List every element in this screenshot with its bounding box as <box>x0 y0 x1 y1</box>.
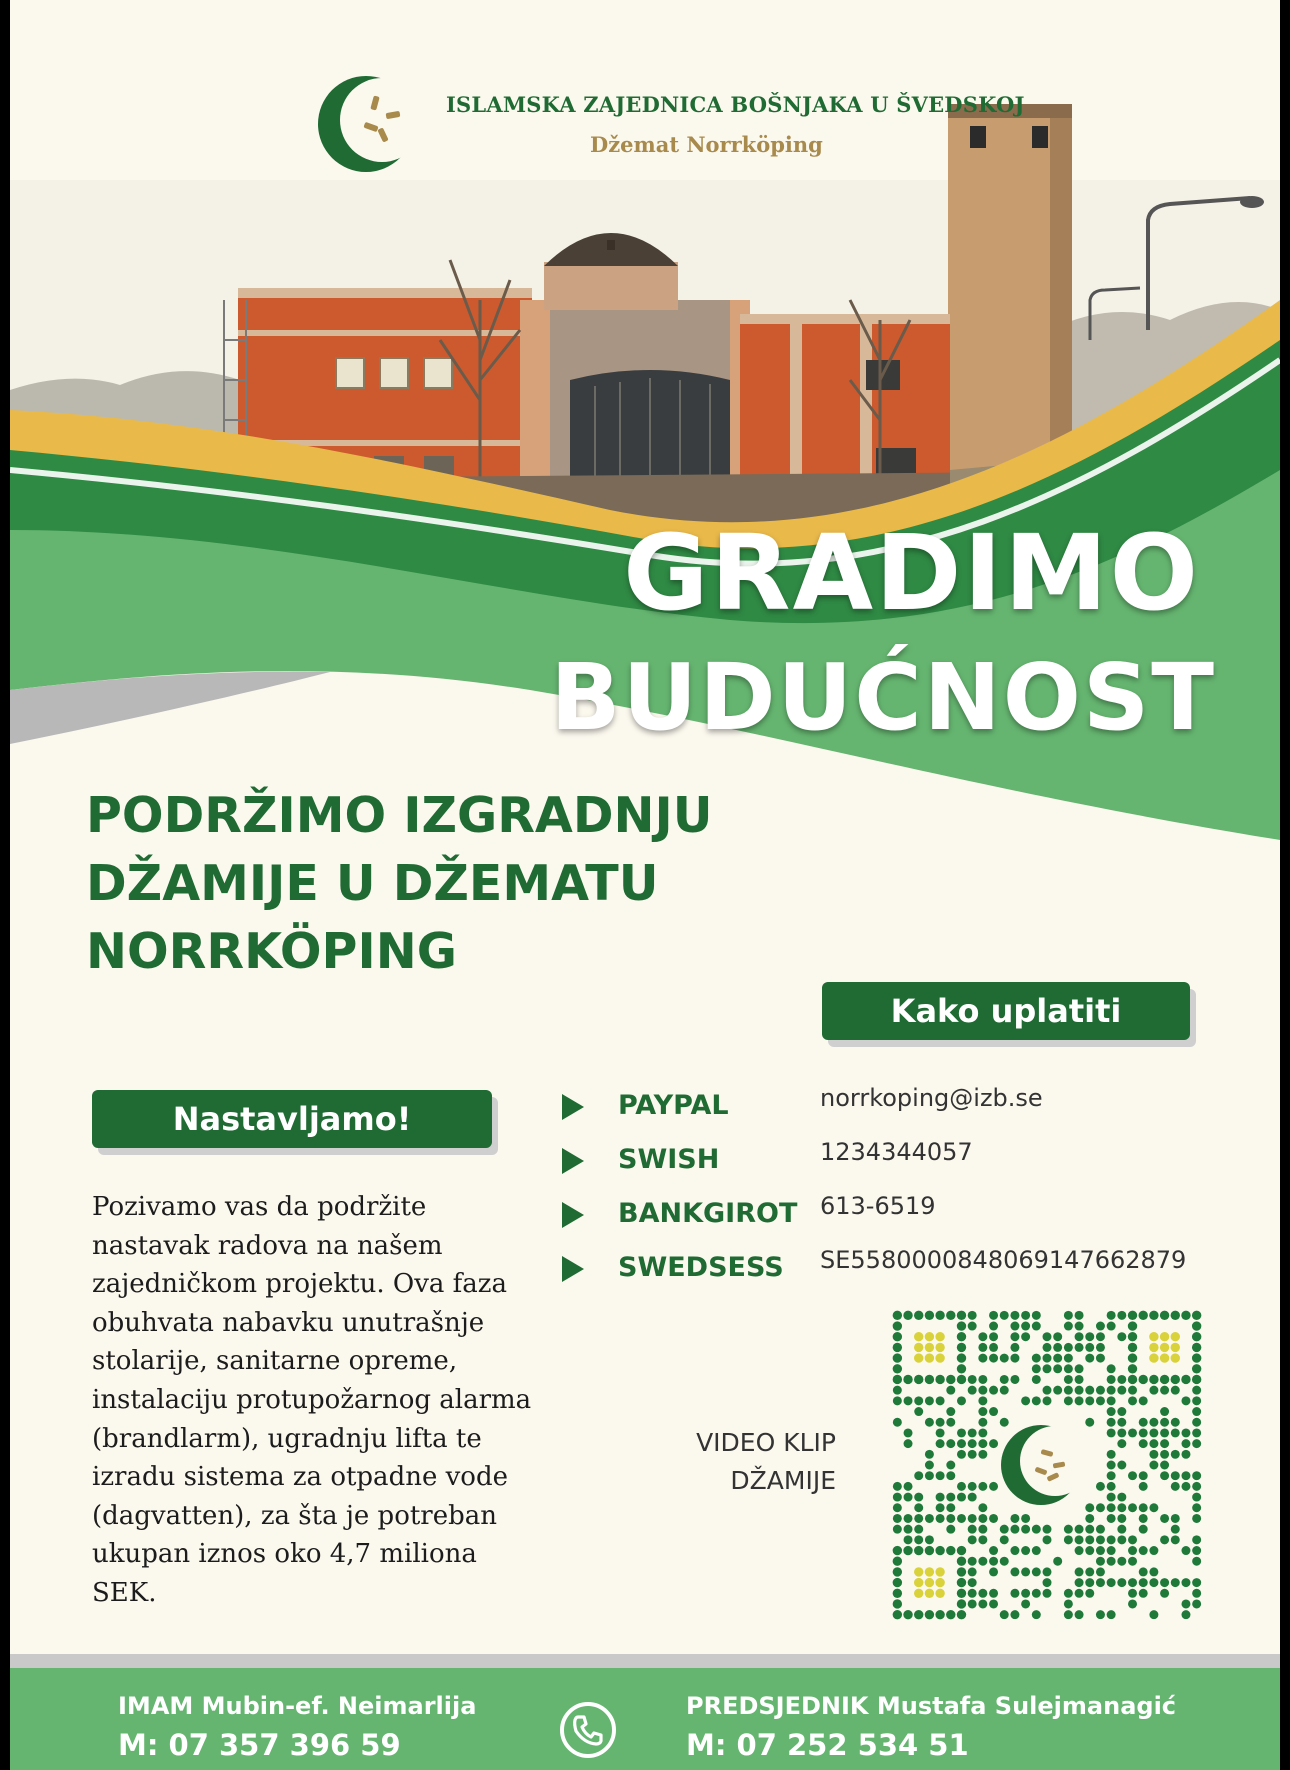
payment-method-label: SWISH <box>618 1144 720 1175</box>
arrow-right-icon <box>562 1202 584 1228</box>
president-name: PREDSJEDNIK Mustafa Sulejmanagić <box>686 1692 1177 1720</box>
payment-method-value[interactable]: 613-6519 <box>820 1192 936 1220</box>
qr-code[interactable] <box>892 1310 1202 1626</box>
video-label-line2: DŽAMIJE <box>730 1466 836 1495</box>
payment-method-label: SWEDSESS <box>618 1252 784 1283</box>
arrow-right-icon <box>562 1148 584 1174</box>
video-label <box>610 1424 836 1500</box>
how-to-pay-button[interactable]: Kako uplatiti <box>822 982 1190 1040</box>
payment-method-label: BANKGIROT <box>618 1198 798 1229</box>
project-description: Pozivamo vas da podržite nastavak radova na našem zajedničkom projektu. Ova faza obuhvata nabavku unutrašnje stolarije, sanitarne opreme, instalaciju protupožarnog alarma (brandlarm), ugradnju lifta te izradu sistema za otpadne vode (dagvatten), za šta je potreban ukupan iznos oko 4,7 miliona SEK. <box>92 1192 532 1608</box>
lead-text: PODRŽIMO IZGRADNJU DŽAMIJE U DŽEMATU NORRKÖPING <box>86 787 713 980</box>
payment-method-value[interactable]: SE5580000848069147662879 <box>820 1246 1187 1274</box>
headline-line1: GRADIMO <box>623 512 1200 634</box>
payment-method <box>562 1188 1262 1242</box>
payment-method <box>562 1242 1262 1296</box>
community-name: Džemat Norrköping <box>590 132 823 157</box>
president-phone[interactable]: M: 07 252 534 51 <box>686 1728 969 1762</box>
crescent-logo-icon <box>316 74 416 174</box>
arrow-right-icon <box>562 1094 584 1120</box>
organization-name: ISLAMSKA ZAJEDNICA BOŠNJAKA U ŠVEDSKOJ <box>446 92 1025 117</box>
arrow-right-icon <box>562 1256 584 1282</box>
imam-phone[interactable]: M: 07 357 396 59 <box>118 1728 401 1762</box>
payment-methods-list <box>562 1080 1262 1296</box>
phone-icon <box>558 1700 618 1760</box>
payment-method-value[interactable]: 1234344057 <box>820 1138 973 1166</box>
poster <box>10 0 1280 1770</box>
payment-method-value[interactable]: norrkoping@izb.se <box>820 1084 1043 1112</box>
video-label-line1: VIDEO KLIP <box>696 1428 836 1457</box>
payment-method <box>562 1080 1262 1134</box>
imam-name: IMAM Mubin-ef. Neimarlija <box>118 1692 477 1720</box>
payment-method <box>562 1134 1262 1188</box>
headline-line2: BUDUĆNOST <box>550 644 1216 751</box>
footer-divider <box>10 1654 1280 1668</box>
payment-method-label: PAYPAL <box>618 1090 729 1121</box>
continue-button[interactable]: Nastavljamo! <box>92 1090 492 1148</box>
